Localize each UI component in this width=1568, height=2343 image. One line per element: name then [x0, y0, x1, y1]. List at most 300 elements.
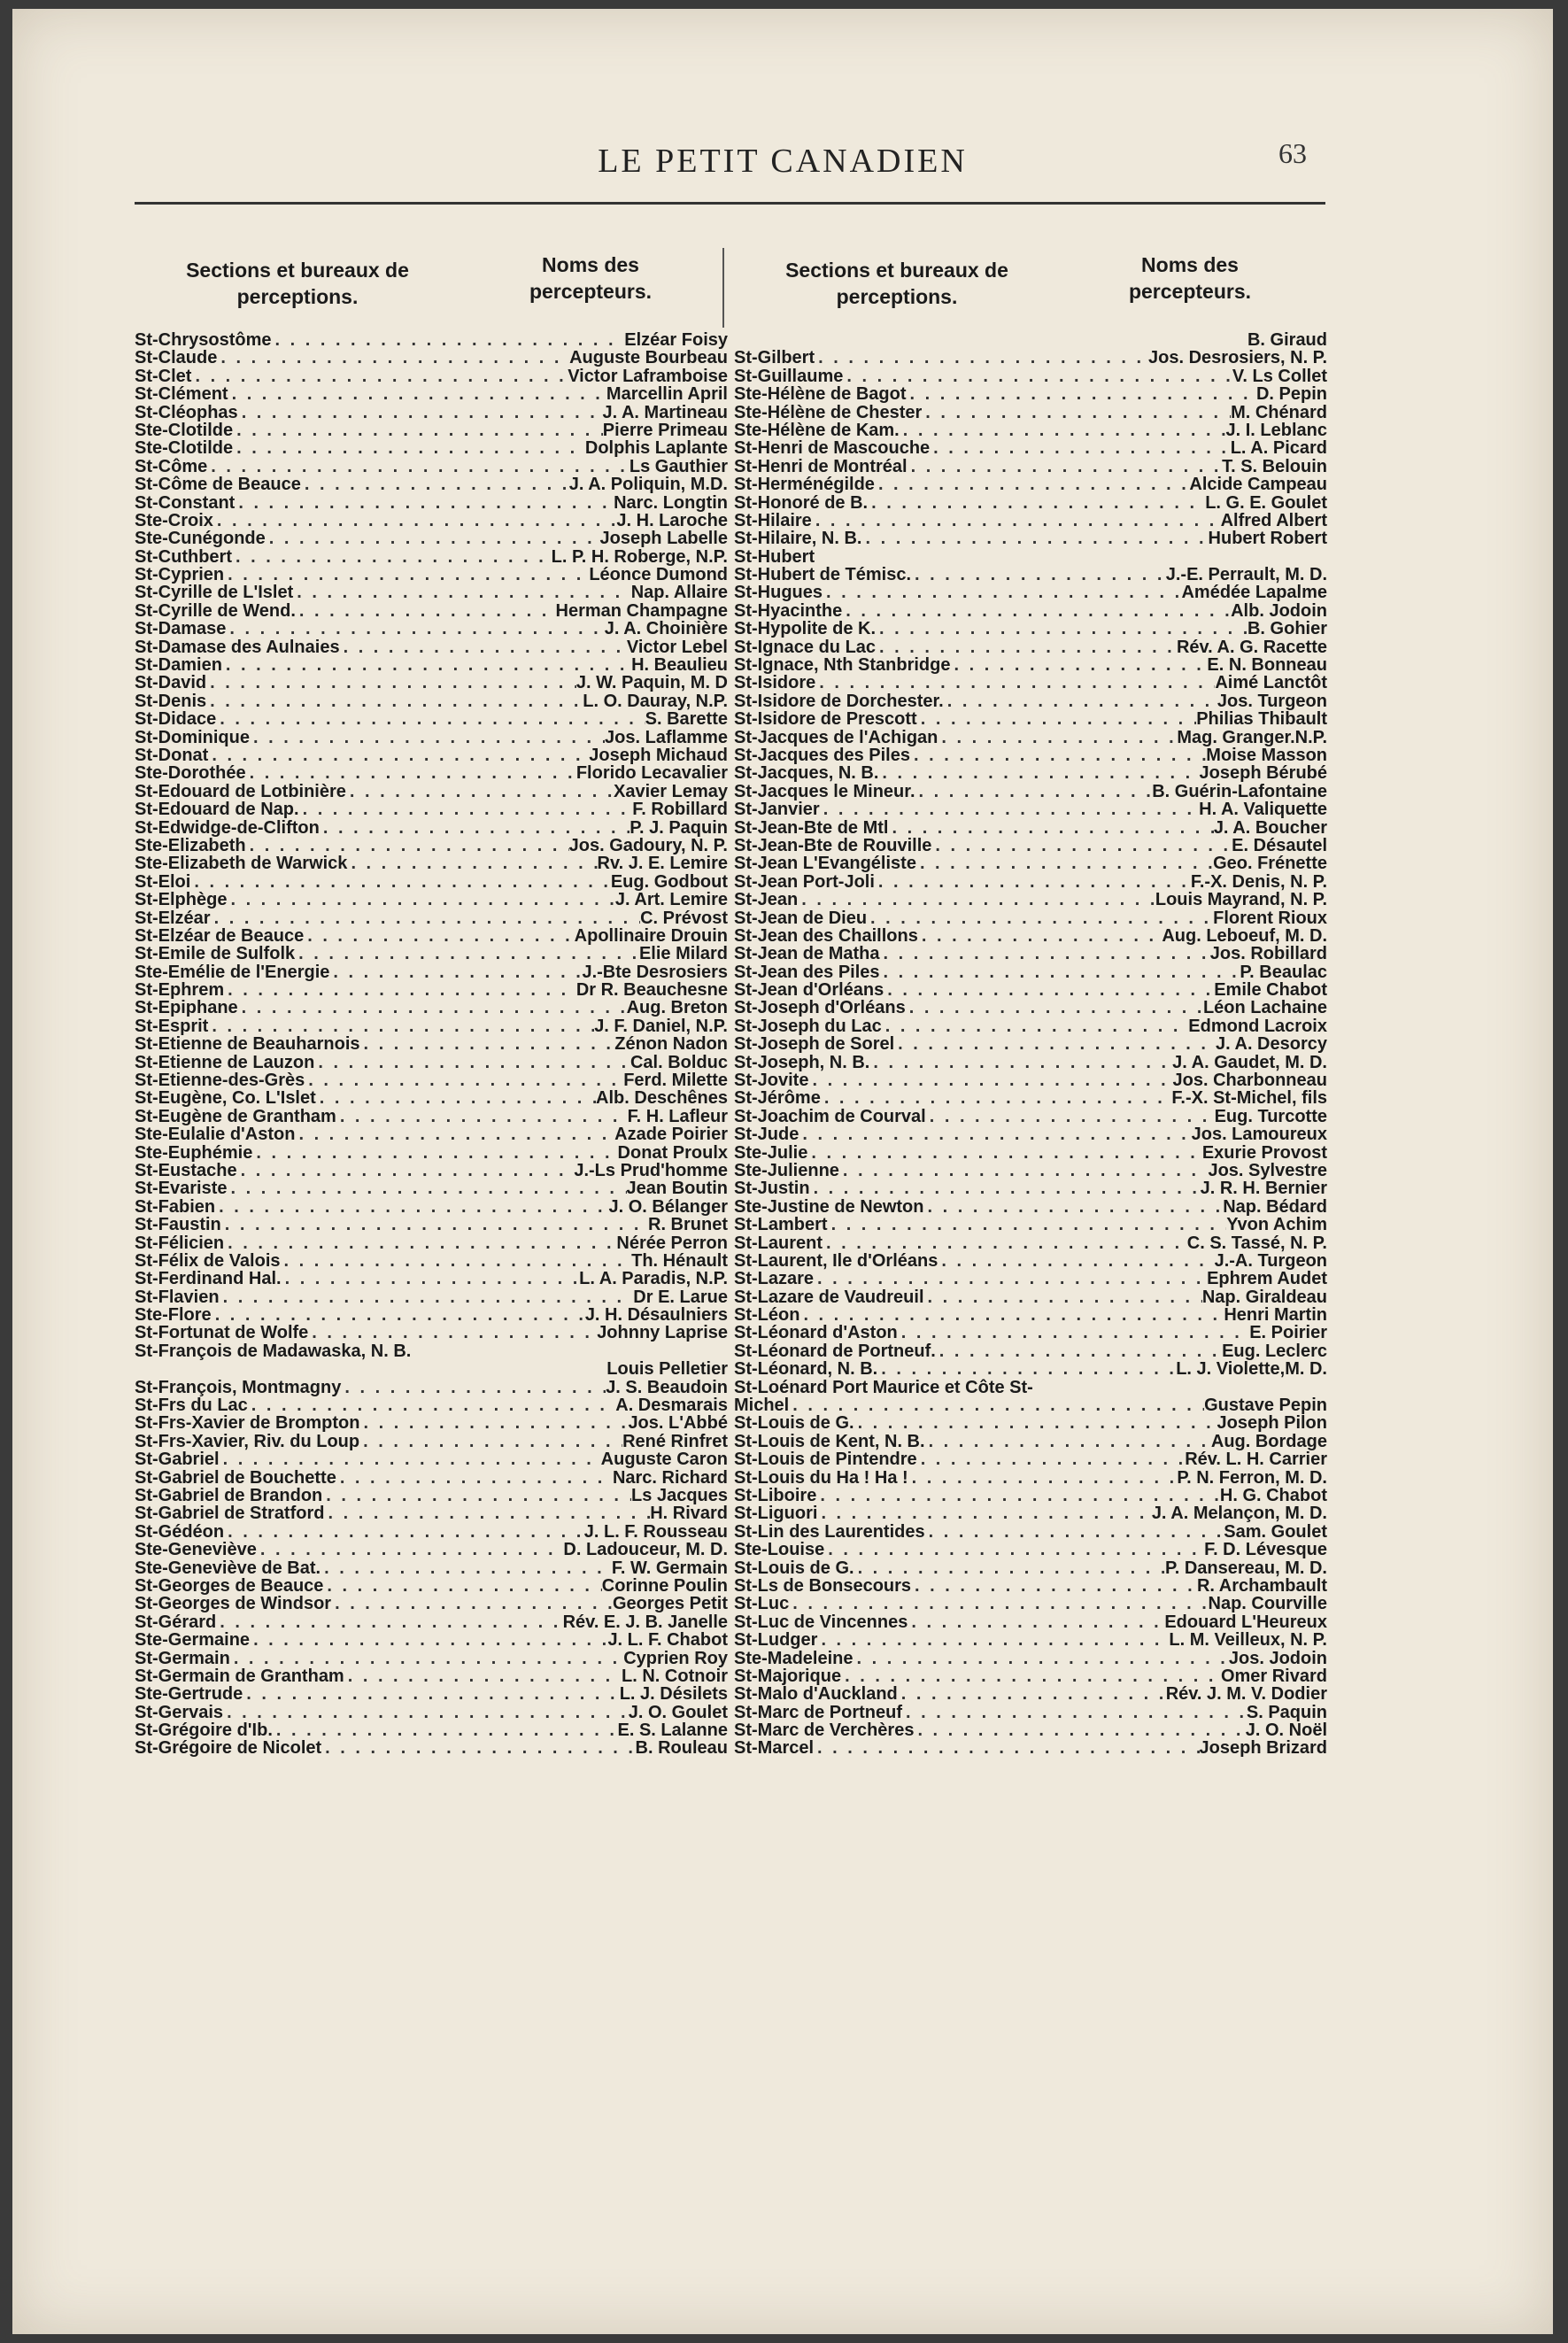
list-item [135, 584, 728, 601]
leader-dots [908, 1613, 1164, 1631]
list-item [135, 1721, 728, 1739]
leader-dots [226, 620, 604, 638]
section-name: Ste-Justine de Newton [734, 1197, 924, 1217]
leader-dots [321, 1559, 612, 1577]
collector-name: Aug. Leboeuf, M. D. [1162, 926, 1327, 946]
section-name: St-Elphège [135, 891, 228, 909]
list-item [135, 602, 728, 620]
section-name: St-Elzéar [135, 909, 211, 927]
section-name: St-Evariste [135, 1179, 228, 1198]
leader-dots [359, 1433, 622, 1450]
collector-name: Geo. Frénette [1213, 854, 1327, 873]
section-name: St-Eugène de Grantham [135, 1107, 336, 1126]
section-name: Ste-Geneviève [135, 1541, 257, 1559]
section-name: St-Ignace, Nth Stanbridge [734, 656, 951, 675]
leader-dots [894, 1035, 1216, 1053]
collector-name: Edouard L'Heureux [1164, 1612, 1327, 1632]
leader-dots [238, 999, 627, 1017]
collector-name: Nap. Bédard [1223, 1197, 1327, 1217]
section-name: St-Cyrille de L'Islet [135, 584, 294, 602]
section-name: St-Louis de G. [734, 1558, 854, 1577]
collector-name: René Rinfret [622, 1432, 728, 1451]
collector-name: F. Robillard [632, 800, 728, 819]
list-item [734, 800, 1327, 818]
list-item [135, 367, 728, 385]
leader-dots [215, 1198, 608, 1216]
collector-name: V. Ls Collet [1232, 367, 1327, 386]
collector-name: Aug. Breton [626, 999, 728, 1017]
collector-name: Louis Mayrand, N. P. [1155, 891, 1327, 909]
leader-dots [346, 783, 614, 800]
collector-name: Aug. Bordage [1210, 1432, 1327, 1451]
leader-dots [876, 620, 1247, 638]
list-item [734, 1198, 1327, 1216]
collector-name: B. Gohier [1247, 620, 1327, 638]
list-item [734, 891, 1327, 909]
section-name: St-Laurent [734, 1233, 823, 1252]
leader-dots [321, 1739, 635, 1757]
collector-name: Eug. Godbout [610, 872, 728, 892]
list-item [734, 764, 1327, 782]
list-item [135, 1089, 728, 1107]
section-name: St-Guillaume [734, 367, 844, 386]
leader-dots [220, 1450, 601, 1468]
section-name: St-Joachim de Courval [734, 1107, 926, 1126]
collector-name: J. O. Noël [1245, 1721, 1327, 1740]
list-item [135, 1216, 728, 1233]
collector-name: L. P. H. Roberge, N.P. [551, 547, 728, 567]
list-item [734, 404, 1327, 421]
list-item [734, 1017, 1327, 1035]
collector-name: R. Archambault [1196, 1576, 1327, 1596]
collector-name: Henri Martin [1224, 1306, 1327, 1325]
section-name: St-Lazare de Vaudreuil [734, 1287, 924, 1307]
list-item [135, 1650, 728, 1667]
leader-dots [233, 421, 603, 439]
leader-dots [815, 349, 1148, 367]
section-name: St-Léon [734, 1306, 800, 1325]
list-item [734, 566, 1327, 584]
leader-dots [902, 1704, 1247, 1721]
leader-dots [243, 1685, 619, 1703]
section-name: St-Jacques de l'Achigan [734, 728, 938, 746]
section-name: St-Côme de Beauce [135, 476, 301, 494]
section-name: St-Gabriel de Brandon [135, 1487, 323, 1505]
list-item [135, 1035, 728, 1053]
collector-name: P. N. Ferron, M. D. [1177, 1468, 1327, 1487]
list-item [135, 1324, 728, 1342]
collector-name: Moise Masson [1206, 746, 1327, 765]
section-name: St-Gabriel de Bouchette [135, 1468, 336, 1487]
leader-dots [220, 1288, 634, 1306]
collector-name: Dolphis Laplante [584, 439, 728, 458]
section-name: Ste-Julie [734, 1143, 808, 1162]
section-name: St-Jean L'Evangéliste [734, 854, 916, 873]
collector-name: L. G. E. Goulet [1205, 493, 1327, 512]
collector-name: J. L. F. Chabot [607, 1631, 728, 1650]
list-item [135, 746, 728, 764]
list-item [734, 1667, 1327, 1685]
list-item [135, 1613, 728, 1631]
collector-name: Florido Lecavalier [575, 764, 728, 783]
collector-name: Donat Proulx [617, 1143, 728, 1162]
list-item [135, 1685, 728, 1703]
list-item [734, 530, 1327, 547]
list-item [135, 1433, 728, 1450]
list-item [135, 927, 728, 945]
list-item [135, 1179, 728, 1197]
collector-name: Joseph Labelle [599, 530, 728, 548]
list-item [135, 1379, 728, 1396]
section-name: St-Hugues [734, 584, 823, 602]
section-name: St-Cuthbert [135, 547, 232, 567]
leader-dots [344, 1667, 622, 1685]
leader-dots [925, 1433, 1211, 1450]
list-item [135, 638, 728, 656]
collector-name: Th. Hénault [631, 1251, 728, 1271]
list-item [734, 1270, 1327, 1287]
section-name: St-Denis [135, 692, 207, 711]
section-name: St-Louis du Ha ! Ha ! [734, 1468, 908, 1487]
collector-name: Amédée Lapalme [1181, 584, 1327, 602]
left-column [135, 232, 728, 1758]
page-number: 63 [1278, 137, 1307, 169]
collector-name: Auguste Caron [600, 1450, 728, 1469]
left-entry-list [135, 331, 728, 1758]
section-name: St-Henri de Mascouche [734, 439, 931, 458]
section-name: St-Etienne de Lauzon [135, 1053, 315, 1072]
section-name: St-Germain de Grantham [135, 1666, 344, 1686]
leader-dots [221, 1216, 648, 1233]
leader-dots [915, 783, 1153, 800]
list-item [135, 331, 728, 349]
percepteurs-heading: Noms des percepteurs. [1128, 253, 1252, 303]
leader-dots [212, 1306, 585, 1324]
leader-dots [789, 1595, 1208, 1612]
collector-name: Marcellin April [606, 385, 728, 404]
section-name: St-Jean-Bte de Mtl [734, 818, 889, 837]
collector-name: Joseph Bérubé [1199, 764, 1327, 783]
collector-name: Ls Gauthier [629, 457, 728, 476]
list-item [135, 1360, 728, 1378]
section-name: St-Elzéar de Beauce [135, 926, 305, 946]
leader-dots [926, 1108, 1215, 1125]
list-item [135, 1144, 728, 1162]
section-name: St-Cyrille de Wend. [135, 601, 296, 621]
left-column-header [135, 232, 728, 331]
section-name: St-Gabriel [135, 1450, 220, 1469]
list-item [135, 909, 728, 927]
leader-dots [340, 638, 627, 656]
list-item [135, 764, 728, 782]
list-item [135, 1504, 728, 1522]
collector-name: E. N. Bonneau [1207, 656, 1327, 675]
leader-dots [320, 819, 630, 837]
section-name: St-Claude [135, 349, 218, 367]
collector-name: J. A. Martineau [602, 403, 728, 421]
leader-dots [925, 1523, 1224, 1541]
section-name: Ste-Germaine [135, 1631, 251, 1650]
collector-name: Georges Petit [612, 1595, 728, 1613]
leader-dots [807, 1144, 1201, 1162]
leader-dots [876, 638, 1177, 656]
list-item [734, 674, 1327, 692]
collector-name: Xavier Lemay [614, 782, 728, 801]
list-item [135, 404, 728, 421]
collector-name: Jos. Robillard [1209, 945, 1327, 963]
section-name: St-Cyprien [135, 566, 225, 584]
collector-name: Alfred Albert [1220, 511, 1327, 530]
leader-dots [869, 1054, 1172, 1071]
section-name: St-Côme [135, 457, 208, 476]
list-item [734, 1234, 1327, 1252]
list-item [135, 1234, 728, 1252]
collector-name: M. Chénard [1231, 403, 1327, 421]
list-item [135, 1342, 728, 1360]
section-name: Ste-Elizabeth de Warwick [135, 854, 348, 873]
section-name: St-Joseph du Lac [734, 1017, 882, 1036]
list-item [734, 1306, 1327, 1324]
collector-name: Yvon Achim [1226, 1216, 1327, 1234]
collector-name: Jos. Charbonneau [1172, 1071, 1327, 1090]
collector-name: Jos. Gadoury, N. P. [568, 836, 728, 855]
leader-dots [266, 530, 600, 547]
leader-dots [828, 1216, 1227, 1233]
section-name: St-Gabriel de Stratford [135, 1504, 325, 1523]
section-name: St-Marc de Verchères [734, 1721, 915, 1740]
section-name: St-Eloi [135, 872, 191, 892]
list-item [734, 1631, 1327, 1649]
leader-dots [216, 710, 645, 728]
section-name: St-Clet [135, 367, 192, 386]
list-item [734, 1089, 1327, 1107]
collector-name: Rév. E. J. B. Janelle [562, 1612, 728, 1632]
section-name: St-Hilaire [734, 511, 812, 530]
list-item [734, 783, 1327, 800]
collector-name: C. S. Tassé, N. P. [1186, 1233, 1327, 1252]
section-name: St-Georges de Beauce [135, 1576, 324, 1596]
section-name: St-Léonard de Portneuf. [734, 1342, 936, 1361]
collector-name: F.-X. St-Michel, fils [1171, 1089, 1327, 1108]
section-name: St-Joseph, N. B. [734, 1053, 870, 1072]
section-name: St-Edouard de Nap. [135, 800, 299, 819]
list-item [734, 367, 1327, 385]
collector-name: L. N. Cotnoir [622, 1666, 728, 1686]
section-name: St-Louis de Pintendre [734, 1450, 917, 1469]
section-name: St-Emile de Sulfolk [135, 945, 296, 963]
list-item [734, 1523, 1327, 1541]
list-item [734, 1721, 1327, 1739]
leader-dots [936, 1342, 1222, 1360]
section-name: St-Frs du Lac [135, 1396, 248, 1415]
collector-name: T. S. Belouin [1222, 457, 1327, 476]
section-name: St-Joseph de Sorel [734, 1035, 895, 1054]
leader-dots [295, 1125, 614, 1143]
collector-name: P. Beaulac [1240, 963, 1327, 982]
leader-dots [861, 530, 1208, 547]
leader-dots [922, 404, 1231, 421]
collector-name: J. W. Paquin, M. D [575, 674, 728, 692]
leader-dots [931, 837, 1232, 854]
leader-dots [299, 800, 633, 818]
list-item [135, 458, 728, 476]
collector-name: Exurie Provost [1201, 1143, 1327, 1162]
leader-dots [301, 476, 569, 493]
section-name: Ste-Elizabeth [135, 836, 246, 855]
leader-dots [295, 945, 639, 963]
section-name: St-Liboire [734, 1487, 817, 1505]
collector-name: J. A. Poliquin, M.D. [568, 476, 728, 494]
leader-dots [273, 1721, 618, 1739]
collector-name: J. A. Melançon, M. D. [1151, 1504, 1327, 1523]
list-item [135, 1559, 728, 1577]
leader-dots [250, 1631, 607, 1649]
section-name: St-David [135, 674, 207, 692]
section-name: Ste-Clotilde [135, 421, 234, 440]
list-item [734, 1360, 1327, 1378]
section-name: St-Honoré de B. [734, 493, 869, 512]
leader-dots [944, 692, 1217, 710]
list-item [734, 1469, 1327, 1487]
section-name: St-Jacques, N. B. [734, 764, 879, 783]
section-name: St-Malo d'Auckland [734, 1685, 898, 1704]
section-name: St-Etienne-des-Grès [135, 1071, 305, 1090]
list-item [135, 873, 728, 891]
percepteurs-heading: Noms des percepteurs. [529, 253, 653, 303]
list-item [135, 891, 728, 909]
list-item [135, 620, 728, 638]
leader-dots [820, 800, 1199, 818]
list-item [734, 1739, 1327, 1757]
list-item [734, 1125, 1327, 1143]
collector-name: R. Brunet [648, 1216, 728, 1234]
collector-name: J.-Bte Desrosiers [582, 963, 728, 982]
list-item [734, 909, 1327, 927]
section-name: St-Dominique [135, 728, 250, 746]
section-name: St-François de Madawaska, N. B. [135, 1342, 412, 1361]
collector-name: Elzéar Foisy [624, 331, 728, 350]
list-item [135, 1017, 728, 1035]
section-name: St-Isidore de Dorchester. [734, 692, 944, 711]
collector-name: S. Barette [645, 710, 728, 729]
list-item [135, 783, 728, 800]
list-item [135, 1252, 728, 1270]
section-name: St-Gédéon [135, 1522, 225, 1542]
list-item [734, 602, 1327, 620]
leader-dots [216, 1613, 562, 1631]
sections-heading: Sections et bureaux de perceptions. [186, 259, 409, 308]
section-name: St-Germain [135, 1649, 230, 1667]
header-rule [135, 202, 1325, 205]
list-item [135, 1523, 728, 1541]
leader-dots [875, 873, 1191, 891]
collector-name: J. A. Desorcy [1216, 1035, 1327, 1054]
list-item [135, 494, 728, 512]
section-name: St-Joseph d'Orléans [734, 999, 906, 1017]
collector-name: Rév. J. M. V. Dodier [1165, 1685, 1327, 1704]
list-item [734, 1450, 1327, 1468]
collector-name: Ephrem Audet [1207, 1270, 1327, 1288]
list-item [734, 1685, 1327, 1703]
collector-name: Louis Pelletier [606, 1360, 728, 1379]
collector-name: J. L. F. Rousseau [583, 1522, 728, 1542]
list-item [135, 349, 728, 367]
document-page [12, 9, 1553, 2334]
list-item [734, 1414, 1327, 1432]
leader-dots [917, 1450, 1186, 1468]
section-name: St-Faustin [135, 1216, 221, 1234]
section-name: St-Clément [135, 385, 228, 404]
section-name: St-Lambert [734, 1216, 828, 1234]
section-name: St-Louis de G. [734, 1414, 854, 1433]
leader-dots [799, 1125, 1191, 1143]
list-item [734, 584, 1327, 601]
section-name: St-Hilaire, N. B. [734, 530, 862, 548]
section-name: St-Gérard [135, 1612, 217, 1632]
collector-name: Jean Boutin [626, 1179, 728, 1198]
list-item [135, 656, 728, 674]
list-item [135, 1667, 728, 1685]
section-name: Ste-Hélène de Bagot [734, 385, 907, 404]
section-name: St-Damase des Aulnaies [135, 638, 340, 657]
list-item [734, 349, 1327, 367]
leader-dots [341, 1379, 606, 1396]
leader-dots [877, 1360, 1176, 1378]
section-name: St-Isidore de Prescott [734, 710, 917, 729]
list-item [135, 1125, 728, 1143]
section-name: St-Jean de Matha [734, 945, 880, 963]
collector-name: J. Art. Lemire [614, 891, 728, 909]
section-name: St-Lazare [734, 1270, 815, 1288]
collector-name: Gustave Pepin [1204, 1396, 1327, 1415]
leader-dots [360, 1035, 615, 1053]
section-name: St-Jacques des Piles [734, 746, 910, 765]
section-name: St-Chrysostôme [135, 331, 272, 350]
section-name: St-Flavien [135, 1287, 220, 1307]
collector-name: J. F. Daniel, N.P. [594, 1017, 728, 1036]
leader-dots [208, 1017, 594, 1035]
list-item [734, 710, 1327, 728]
collector-name: J.-A. Turgeon [1214, 1251, 1327, 1271]
collector-name: L. A. Picard [1230, 439, 1327, 458]
leader-dots [224, 981, 576, 999]
collector-name: Elie Milard [638, 945, 728, 963]
section-name: St-Constant [135, 493, 236, 512]
section-name: St-Fabien [135, 1197, 216, 1217]
section-name: Ste-Louise [734, 1541, 825, 1559]
section-name: St-Hubert [734, 547, 815, 567]
list-item [734, 1504, 1327, 1522]
leader-dots [898, 1685, 1166, 1703]
leader-dots [190, 873, 610, 891]
list-item [734, 873, 1327, 891]
list-item [734, 729, 1327, 746]
section-name: St-Majorique [734, 1666, 842, 1686]
collector-name: J. H. Désaulniers [584, 1306, 728, 1325]
list-item [135, 1450, 728, 1468]
leader-dots [900, 421, 1226, 439]
collector-name: Azade Poirier [614, 1125, 728, 1144]
list-item [135, 710, 728, 728]
collector-name: Narc. Richard [612, 1468, 728, 1487]
collector-name: Auguste Bourbeau [569, 349, 728, 367]
collector-name: Joseph Brizard [1199, 1739, 1327, 1758]
collector-name: Nap. Courville [1208, 1595, 1327, 1613]
collector-name: F.-X. Denis, N. P. [1190, 872, 1327, 892]
list-item [135, 674, 728, 692]
collector-name: J. A. Gaudet, M. D. [1172, 1053, 1327, 1072]
leader-dots [223, 1704, 629, 1721]
